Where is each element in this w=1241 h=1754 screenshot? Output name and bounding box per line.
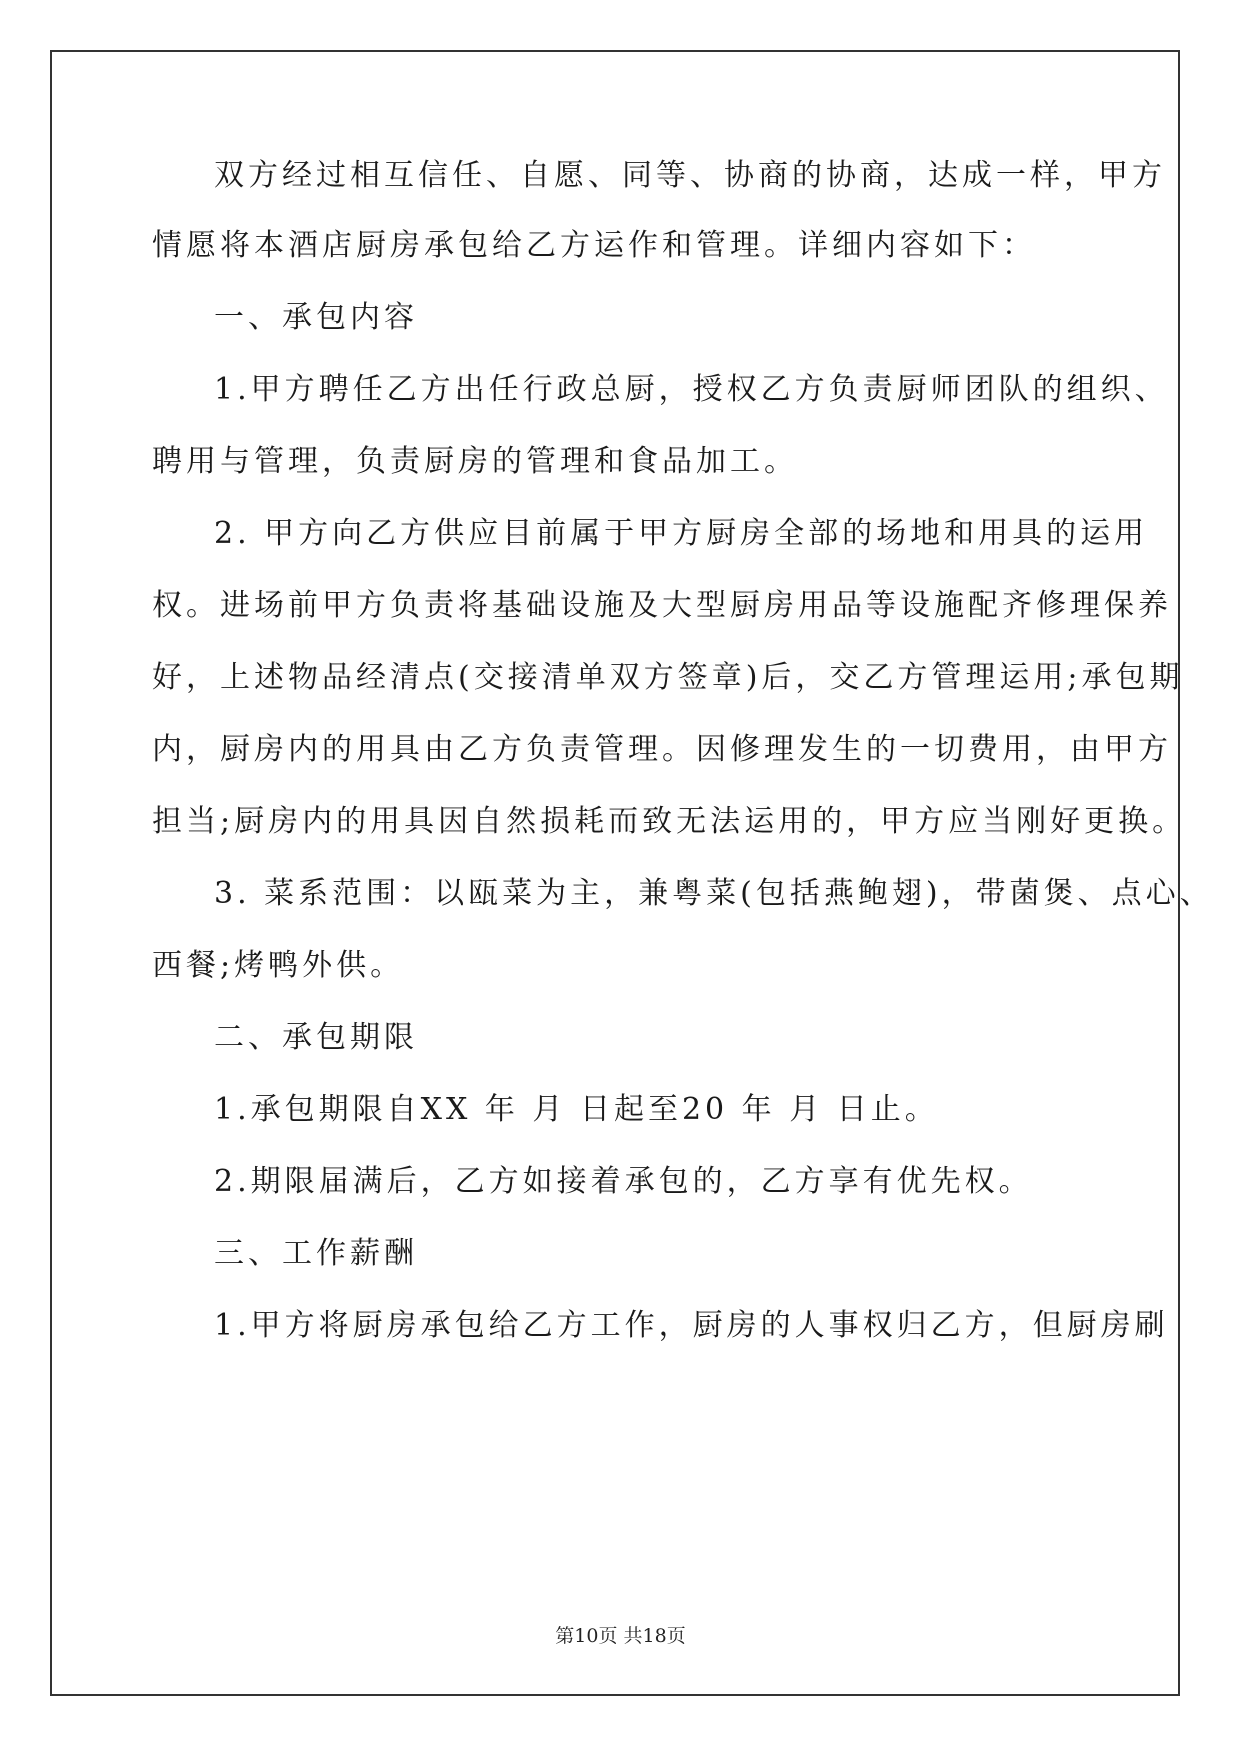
paragraph-line: 担当;厨房内的用具因自然损耗而致无法运用的，甲方应当刚好更换。 <box>152 804 1187 839</box>
section-heading: 二、承包期限 <box>214 1020 418 1055</box>
paragraph-line: 1.甲方将厨房承包给乙方工作，厨房的人事权归乙方，但厨房刷 <box>214 1308 1169 1343</box>
paragraph-line: 2.期限届满后，乙方如接着承包的，乙方享有优先权。 <box>214 1164 1033 1199</box>
paragraph-line: 聘用与管理，负责厨房的管理和食品加工。 <box>152 444 798 479</box>
paragraph-line: 1.甲方聘任乙方出任行政总厨，授权乙方负责厨师团队的组织、 <box>214 372 1169 407</box>
section-heading: 三、工作薪酬 <box>214 1236 418 1271</box>
paragraph-line: 双方经过相互信任、自愿、同等、协商的协商，达成一样，甲方 <box>214 158 1166 193</box>
section-heading: 一、承包内容 <box>214 300 418 335</box>
paragraph-line: 西餐;烤鸭外供。 <box>152 948 405 983</box>
paragraph-line: 情愿将本酒店厨房承包给乙方运作和管理。详细内容如下： <box>152 228 1036 263</box>
page-border <box>50 50 1180 1696</box>
paragraph-line: 2. 甲方向乙方供应目前属于甲方厨房全部的场地和用具的运用 <box>214 516 1149 551</box>
paragraph-line: 内，厨房内的用具由乙方负责管理。因修理发生的一切费用，由甲方 <box>152 732 1172 767</box>
paragraph-line: 1.承包期限自XX 年 月 日起至20 年 月 日止。 <box>214 1092 939 1127</box>
page-number-footer: 第10页 共18页 <box>555 1625 686 1647</box>
paragraph-line: 3. 菜系范围：以瓯菜为主，兼粤菜(包括燕鲍翅)，带菌煲、点心、 <box>214 876 1214 911</box>
paragraph-line: 好，上述物品经清点(交接清单双方签章)后，交乙方管理运用;承包期 <box>152 660 1184 695</box>
paragraph-line: 权。进场前甲方负责将基础设施及大型厨房用品等设施配齐修理保养 <box>152 588 1172 623</box>
